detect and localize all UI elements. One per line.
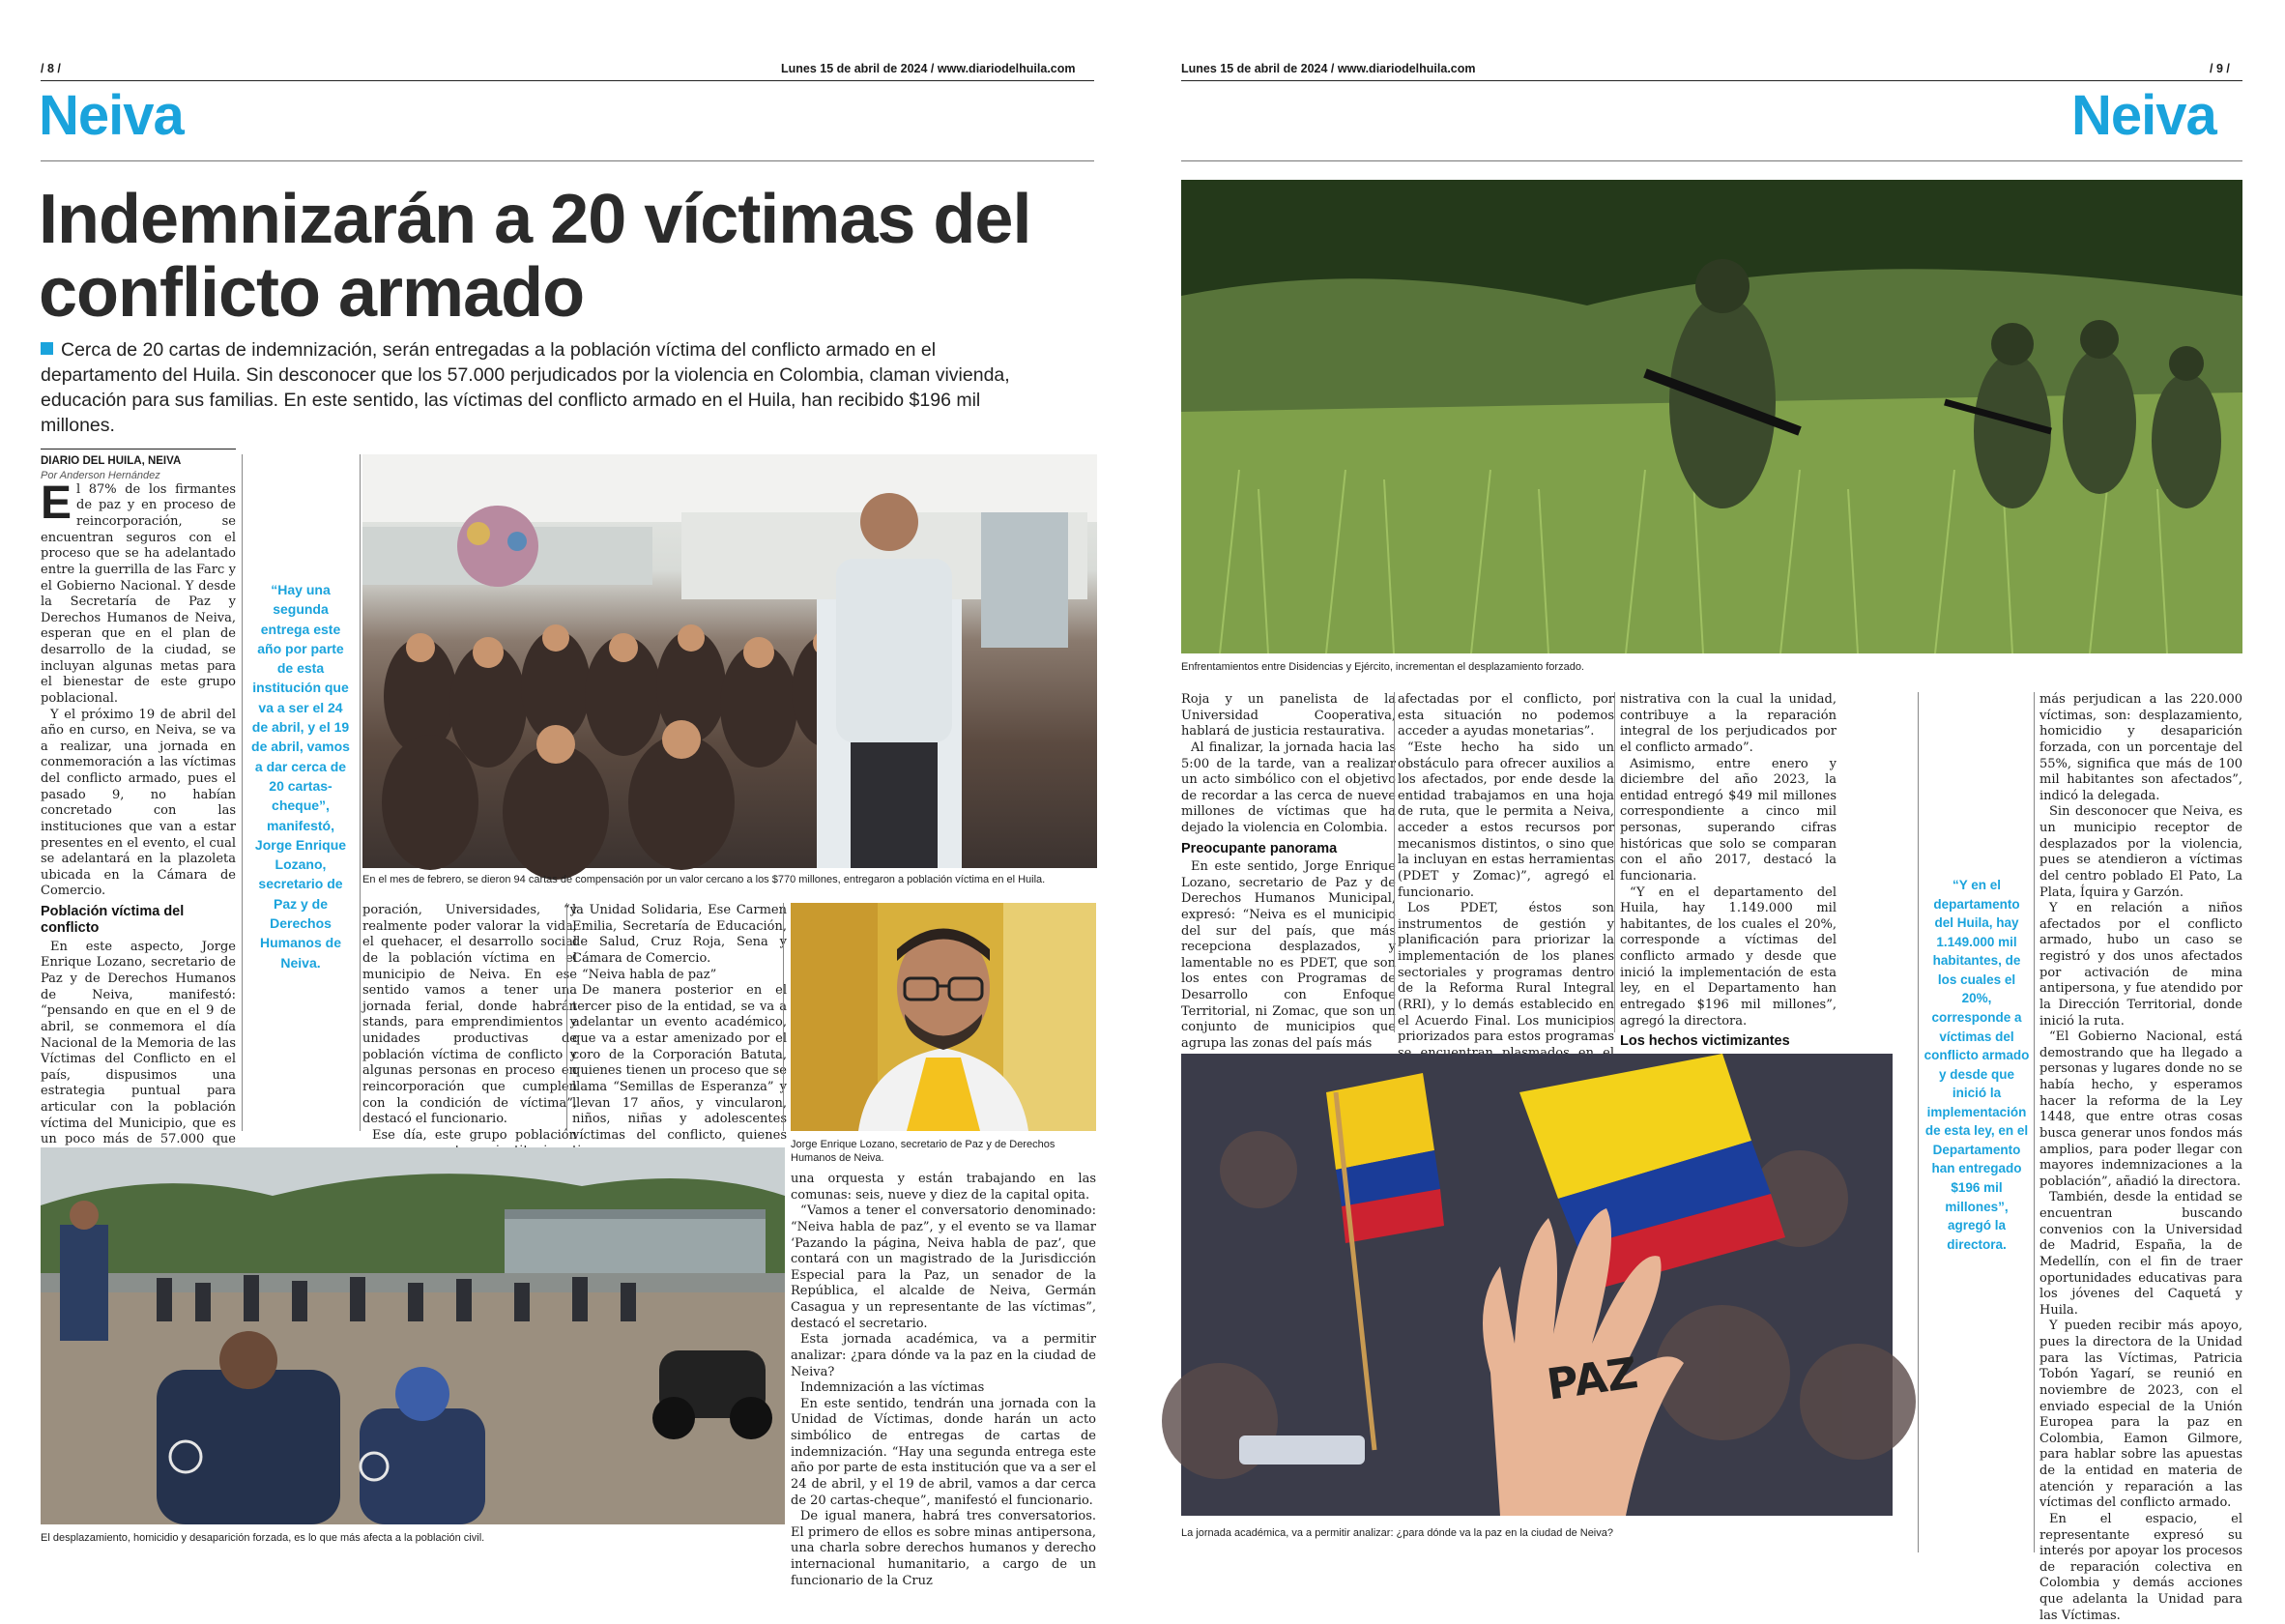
paragraph: “Este hecho ha sido un obstáculo para ofrecer auxilios a los afectados, por ende desde la entidad trabajamos en una hoja de ruta, que le permita a Neiva, acceder a estos recursos por mecanismos distintos, o sino que la incluyan en estas herramientas (PDET y Zomac)”, agregó el funcionario. xyxy=(1398,740,1614,900)
paragraph: nistrativa con la cual la unidad, contribuye a la reparación integral de los perjudicados por el conflicto armado”. xyxy=(1620,692,1837,755)
paragraph: Asimismo, entre enero y diciembre del año 2023, la entidad entregó $49 mil millones correspondiente a cinco mil personas, superando cifras históricas que solo se comparan con el año 2017, destacó la funcionaria. xyxy=(1620,756,1837,884)
paragraph: De manera posterior en el tercer piso de la entidad, se va a adelantar un evento académico, que va a estar amenizado por el coro de la Corporación Batuta, quienes tienen un proceso que se llama “Semillas de Esperanza” y llevan 17 años, y vincularon, niños, niñas y adolescentes víctimas del conflicto, quienes xyxy=(572,983,787,1143)
paragraph: “El Gobierno Nacional, está demostrando que ha llegado a personas y lugares donde no se había hecho, y esperamos hacer la reforma de la Ley 1448, que entre otras cosas busca generar unos fondos más amplios, para poder llegar con mayores indemnizaciones a la población”, añadió la directora. xyxy=(2039,1030,2242,1189)
lead-text: Cerca de 20 cartas de indemnización, serán entregadas a la población víctima del conflicto armado en el departamento del Huila. Sin desconocer que los 57.000 perjudicados por la violencia en Colombia, claman vivienda, educación para sus familias. En este sentido, las víctimas del conflicto armado en el Huila, han recibido $196 mil millones. xyxy=(41,339,1010,436)
hand-text: PAZ xyxy=(1544,1348,1641,1410)
column-divider xyxy=(566,903,567,1131)
section-title-right: Neiva xyxy=(2071,84,2216,147)
paragraph: la Unidad Solidaria, Ese Carmen Emilia, Secretaría de Educación, de Salud, Cruz Roja, Sena y Cámara de Comercio. xyxy=(572,903,787,966)
photo-portrait-caption: Jorge Enrique Lozano, secretario de Paz y de Derechos Humanos de Neiva. xyxy=(791,1139,1056,1165)
lead-marker-icon xyxy=(41,342,53,355)
page-folio-left: / 8 / xyxy=(41,62,61,75)
article-column-2 xyxy=(362,903,577,1176)
section-rule-left xyxy=(41,160,1094,161)
paragraph: Roja y un panelista de la Universidad Cooperativa, hablará de justicia restaurativa. xyxy=(1181,692,1396,740)
column-divider xyxy=(2034,692,2035,1552)
article-column-c xyxy=(1620,692,1837,1085)
paragraph: l 87% de los firmantes de paz y en proceso de reincorporación, se encuentran seguros con el proceso que se ha adelantado entre la guerrilla de las Farc y el Gobierno Nacional. Y desde la Secretaría de Paz y Derechos Humanos de Neiva, esperan que en el plan de desarrollo de la ciudad, se incluyan algunas metas para el bienestar de este grupo poblacional. xyxy=(41,481,236,706)
paragraph: Ese día, este grupo población xyxy=(372,1127,577,1143)
paragraph: También, desde la entidad se encuentran buscando convenios con la Universidad de Madrid, España, la de Medellín, con el fin de traer oportunidades educativas para los jóvenes del Caquetá y Huila. xyxy=(2039,1190,2242,1318)
pull-quote-right: “Y en el departamento del Huila, hay 1.149.000 mil habitantes, de los cuales el 20%, corresponde a víctimas del conflicto armado y desde que inició la implementación de esta ley, en el Departamento han entregado $196 mil millones”, agregó la directora. xyxy=(1923,878,2030,1252)
page-folio-right: / 9 / xyxy=(2210,62,2230,75)
article-column-d xyxy=(2039,692,2242,1624)
paragraph: En este sentido, Jorge Enrique Lozano, secretario de Paz y de Derechos Humanos Municipal, expresó: “Neiva es el municipio del sur del país, que más recepciona desplazados, y lamentable no es PDET, que son los entes con Programas de Desarrollo con Enfoque Territorial, ni Zomac, que son un conjunto de municipios que agrupa las zonas del país más xyxy=(1181,859,1396,1051)
photo-portrait xyxy=(791,903,1096,1131)
lead-paragraph xyxy=(41,338,1051,439)
paragraph: Y el próximo 19 de abril del año en curso, en Neiva, se va a realizar, una jornada en conmemoración a las víctimas del conflicto armado, pues el pasado 9, no habían concretado con las instituciones que van a estar presentes en el evento, el cual se adelantará en la plazoleta ubicada en la Cámara de Comercio. xyxy=(41,707,236,899)
photo-soldiers-caption: Enfrentamientos entre Disidencias y Ejército, incrementan el desplazamiento forzado. xyxy=(1181,661,1584,673)
subheading-hechos: Los hechos victimizantes xyxy=(1620,1033,1790,1050)
displacement-scene xyxy=(41,1147,785,1524)
photo-paz-caption: La jornada académica, va a permitir analizar: ¿para dónde va la paz en la ciudad de Neiva? xyxy=(1181,1527,1613,1539)
subhead-indemnizacion: Indemnización a las víctimas xyxy=(800,1380,985,1396)
paragraph: Los PDET, éstos son instrumentos de gestión y planificación para priorizar la implementación de los planes sectoriales y programas dentro de la Reforma Rural Integral (RRI), y lo demás establecido en el Acuerdo Final. Los municipios priorizados para estos programas xyxy=(1398,901,1614,1045)
section-rule-right xyxy=(1181,160,2242,161)
paragraph: Al finalizar, la jornada hacia las 5:00 de la tarde, van a realizar un acto simbólico con el objetivo de recordar a las cerca de nueve millones de víctimas que ha dejado la violencia en Colombia. xyxy=(1181,740,1396,835)
column-divider xyxy=(360,454,361,1131)
photo-soldiers xyxy=(1181,180,2242,653)
photo-displacement-caption: El desplazamiento, homicidio y desaparición forzada, es lo que más afecta a la población civil. xyxy=(41,1532,485,1544)
photo-meeting xyxy=(362,454,1097,868)
pull-quote-left: “Hay una segunda entrega este año por parte de esta institución que va a ser el 24 de abril, y el 19 de abril, vamos a dar cerca de 20 cartas-cheque”, manifestó, Jorge Enrique Lozano, secretario de Paz y de Derechos Humanos de Neiva. xyxy=(251,582,350,971)
subheading-panorama: Preocupante panorama xyxy=(1181,840,1338,856)
paragraph: En este sentido, tendrán una jornada con la Unidad de Víctimas, donde harán un acto simbólico de entregas de cartas de indemnización. “Hay una segunda entrega este año por parte de esta institución que va a ser el 24 de abril, y el 19 de abril, vamos a dar cerca de 20 cartas-cheque”, manifestó el funcionario. xyxy=(791,1396,1096,1508)
paragraph: Y en relación a niños afectados por el conflicto armado, hubo un caso se registró y dos unos afectados por activación de mina antipersona, y fue atendido por la Dirección Territorial, donde inició la ruta. xyxy=(2039,901,2242,1029)
date-site-left: Lunes 15 de abril de 2024 / www.diariodelhuila.com xyxy=(781,62,1076,75)
paz-scene xyxy=(1181,1054,1893,1516)
column-divider xyxy=(1918,692,1919,1552)
soldiers-scene xyxy=(1181,180,2242,653)
subheading-poblacion: Población víctima del conflicto xyxy=(41,904,185,937)
paragraph: Y pueden recibir más apoyo, pues la directora de la Unidad para las Víctimas, Patricia Tobón Yagarí, se reunió en noviembre de 2023, con el enviado especial de la Unión Europea para la paz en Colombia, Eamon Gilmore, para hablar sobre las apuestas de la entidad en materia de atención y reparación a las víctimas del conflicto armado. xyxy=(2039,1319,2242,1511)
photo-meeting-caption: En el mes de febrero, se dieron 94 cartas de compensación por un valor cercano a los $770 millones, entregaron a población víctima en el Huila. xyxy=(362,874,1046,885)
paragraph: más perjudican a las 220.000 víctimas, son: desplazamiento, homicidio y desaparición forzada, con un porcentaje del 55%, significa que más de 100 mil habitantes son afectados”, indicó la delegada. xyxy=(2039,692,2242,803)
byline-source: DIARIO DEL HUILA, NEIVA xyxy=(41,455,182,467)
photo-displacement xyxy=(41,1147,785,1524)
byline-rule xyxy=(41,449,236,450)
column-divider xyxy=(1614,692,1615,1032)
paragraph: “Y en el departamento del Huila, hay 1.149.000 mil habitantes, de los cuales el 20%, corresponde a víctimas del conflicto armado y desde que inició la implementación de esta ley, en el Departamento han entregado $196 mil millones”, agregó la directora. xyxy=(1620,884,1837,1029)
section-title-left: Neiva xyxy=(39,84,184,147)
paragraph: En este aspecto, Jorge Enrique Lozano, secretario de Paz y de Derechos Humanos de Neiva, manifestó: “pensando en que en el 9 de abril, se conmemora el día Nacional de la Memoria de las Víctimas del Conflicto en el país, dispusimos una estrategia puntual para articular con la población víctima del Municipio, que es un poco más de 57.000 que xyxy=(41,939,236,1147)
paragraph: En el espacio, el representante expresó su interés por apoyar los procesos de reparación colectiva en Colombia y demás acciones que adelanta la Unidad para las Víctimas. xyxy=(2039,1511,2242,1623)
article-column-3 xyxy=(572,903,787,1160)
top-rule-left xyxy=(41,80,1094,81)
paragraph: una orquesta y están trabajando en las comunas: seis, nueve y diez de la capital opita. xyxy=(791,1172,1096,1203)
photo-paz-hand xyxy=(1181,1054,1893,1516)
article-column-a xyxy=(1181,692,1396,1053)
subhead-neiva-habla: “Neiva habla de paz” xyxy=(582,967,717,982)
paragraph: afectadas por el conflicto, por esta situación no podemos acceder a ayudas monetarias”. xyxy=(1398,692,1614,740)
paragraph: De igual manera, habrá tres conversatorios. El primero de ellos es sobre minas antipersona, una charla sobre derechos humanos y derecho internacional humanitario, a cargo de un funcionario de la Cruz xyxy=(791,1509,1096,1588)
paragraph: Esta jornada académica, va a permitir analizar: ¿para dónde va la paz en la ciudad de Neiva? xyxy=(791,1332,1096,1379)
column-divider xyxy=(242,454,243,1131)
article-column-4 xyxy=(791,1172,1096,1589)
column-divider xyxy=(1394,692,1395,1032)
paragraph: poración, Universidades, “y realmente poder valorar la vida, el quehacer, el desarrollo social de la población víctima en el municipio de Neiva. En ese sentido vamos a tener una jornada ferial, donde habrán stands, para emprendimientos y unidades productivas de población víctima de conflicto y algunas personas en proceso en reincorporación que cumplen con la condición de víctima”, destacó el funcionario. xyxy=(362,903,577,1127)
paragraph: “Vamos a tener el conversatorio denominado: “Neiva habla de paz”, y el evento se va llamar ‘Pazando la página, Neiva habla de paz’, que contará con un magistrado de la Jurisdicción Especial para la Paz, un senador de la República, el alcalde de Neiva, Germán Casagua y un representante de las víctimas”, destacó el secretario. xyxy=(791,1204,1096,1331)
top-rule-right xyxy=(1181,80,2242,81)
date-site-right: Lunes 15 de abril de 2024 / www.diariodelhuila.com xyxy=(1181,62,1476,75)
headline: Indemnizarán a 20 víctimas del conflicto armado xyxy=(39,181,1031,332)
column-divider xyxy=(783,903,784,1131)
portrait-scene xyxy=(791,903,1096,1131)
dropcap: E xyxy=(41,477,72,529)
paragraph: Sin desconocer que Neiva, es un municipio receptor de desplazados por la violencia, pues se atendieron a víctimas del centro poblado El Pato, La Plata, Íquira y Garzón. xyxy=(2039,804,2242,900)
byline-author: Por Anderson Hernández xyxy=(41,469,160,481)
meeting-scene xyxy=(362,454,1097,868)
